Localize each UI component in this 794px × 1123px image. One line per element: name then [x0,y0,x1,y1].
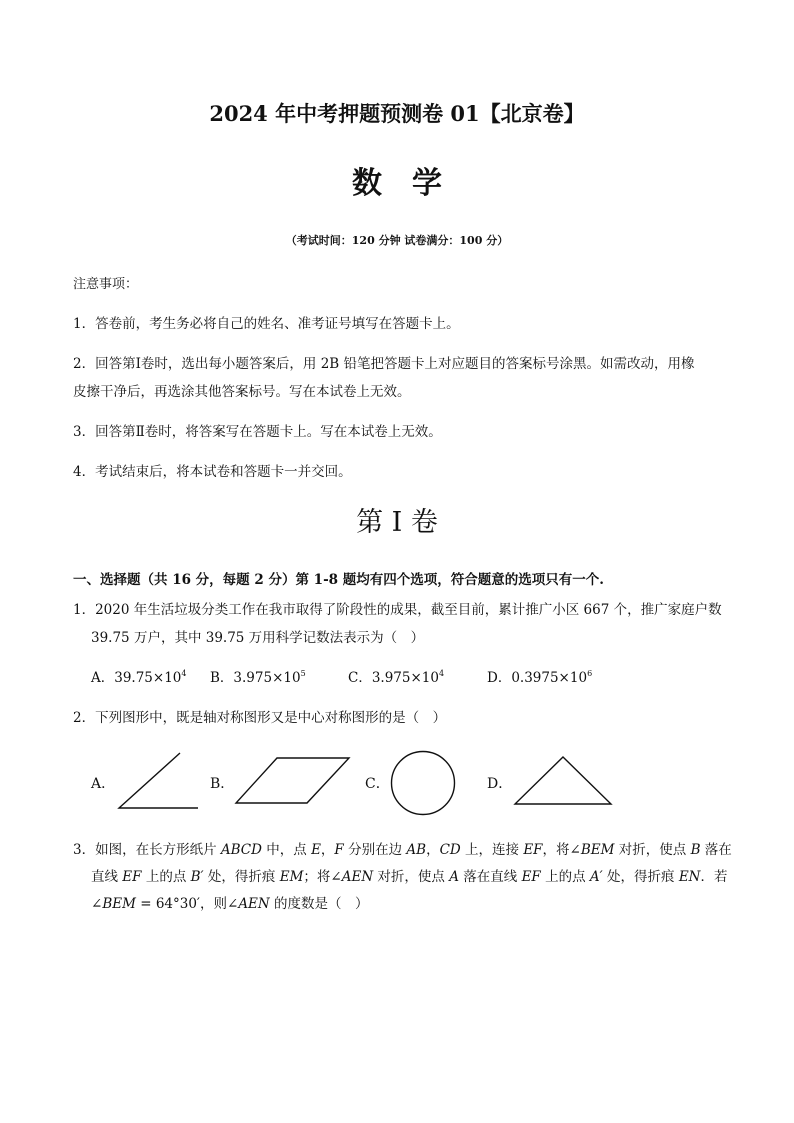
q2-label-d: D． [487,776,513,792]
q3-stem-line1: 3．如图，在长方形纸片 ABCD 中，点 E，F 分别在边 AB，CD 上，连接 EF，将∠BEM 对折，使点 B 落在 [73,842,732,858]
q1-option-d: D．$0.3975\times 10^6$ [487,669,593,686]
angle-shape [116,752,200,810]
q1-option-b: B．$3.975\times 10^5$ [210,669,306,686]
notice-item-1: 1．答卷前，考生务必将自己的姓名、准考证号填写在答题卡上。 [73,316,460,332]
q1-option-a: A．$39.75\times 10^4$ [91,669,187,686]
section-heading: 一、选择题（共 16 分，每题 2 分）第 1-8 题均有四个选项，符合题意的选项只有一个. [73,572,604,588]
exam-title: 2024 年中考押题预测卷 01【北京卷】 [209,101,585,126]
parallelogram-shape [235,757,351,805]
notice-heading: 注意事项： [73,277,139,292]
q1-stem-line1: 1．2020 年生活垃圾分类工作在我市取得了阶段性的成果，截至目前，累计推广小区 667 个，推广家庭户数 [73,602,722,618]
notice-item-3: 3．回答第Ⅱ卷时，将答案写在答题卡上。写在本试卷上无效。 [73,424,442,440]
notice-item-4: 4．考试结束后，将本试卷和答题卡一并交回。 [73,464,352,480]
q3-stem-line3: ∠BEM = 64°30′，则∠AEN 的度数是（ ） [91,896,369,912]
notice-item-2: 2．回答第Ⅰ卷时，选出每小题答案后，用 2B 铅笔把答题卡上对应题目的答案标号涂黑。如需改动，用橡 [73,356,695,372]
triangle-shape [513,756,613,806]
circle-shape [390,750,456,816]
q2-stem: 2．下列图形中，既是轴对称图形又是中心对称图形的是（ ） [73,710,447,726]
q1-option-c: C．$3.975\times 10^4$ [348,669,445,686]
q2-label-c: C． [365,776,390,792]
volume-heading: 第 I 卷 [356,507,438,538]
exam-time-info: （考试时间：120 分钟 试卷满分：100 分） [285,234,509,247]
q2-label-a: A． [91,776,116,792]
q2-label-b: B． [210,776,235,792]
subject-title: 数学 [352,166,472,201]
notice-item-2-cont: 皮擦干净后，再选涂其他答案标号。写在本试卷上无效。 [73,384,411,400]
q3-stem-line2: 直线 EF 上的点 B′ 处，得折痕 EM；将∠AEN 对折，使点 A 落在直线 EF 上的点 A′ 处，得折痕 EN．若 [91,869,728,885]
q1-stem-line2: 39.75 万户，其中 39.75 万用科学记数法表示为（ ） [91,630,425,646]
